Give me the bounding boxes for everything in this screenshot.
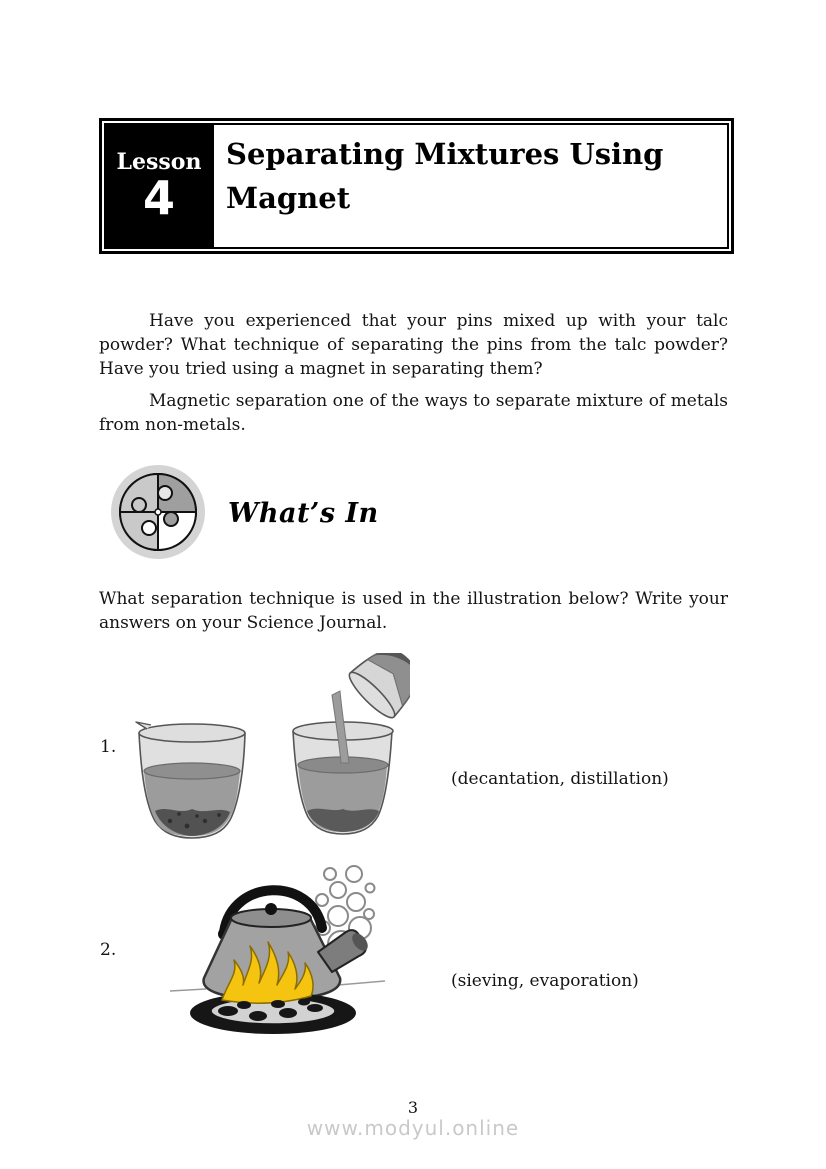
watermark: www.modyul.online <box>306 1116 520 1140</box>
lesson-title: Separating Mixtures Using Magnet <box>212 125 727 247</box>
item-1-options: (decantation, distillation) <box>451 769 669 789</box>
table-line-left <box>170 989 206 991</box>
lesson-number: 4 <box>142 170 175 225</box>
lesson-label: Lesson <box>116 148 202 175</box>
beaker-with-sediment <box>136 722 245 838</box>
beakers-svg <box>135 653 410 845</box>
tilted-pouring-beaker <box>344 653 410 723</box>
kettle-evaporation-illustration <box>170 860 385 1047</box>
intro-paragraph-1: Have you experienced that your pins mixed up with your talc powder? What technique of separating the pins from the talc powder? Have you tried using a magnet in separating them? <box>99 311 728 379</box>
item-2-options: (sieving, evaporation) <box>451 971 639 991</box>
lid-knob <box>265 903 277 915</box>
intro-paragraph-2: Magnetic separation one of the ways to separate mixture of metals from non-metals. <box>99 391 728 435</box>
decantation-beakers-illustration <box>135 653 410 845</box>
whats-in-question: What separation technique is used in the illustration below? Write your answers on your Science Journal. <box>99 589 728 633</box>
item-1-number: 1. <box>100 737 117 757</box>
puzzle-icon <box>108 462 208 562</box>
lesson-header-box <box>99 118 734 254</box>
whats-in-heading: What’s In <box>228 498 379 529</box>
lesson-header-inner <box>104 123 729 249</box>
table-line-right <box>338 981 385 985</box>
page-number: 3 <box>407 1098 419 1117</box>
kettle-svg <box>170 860 385 1047</box>
lesson-number-cell <box>106 125 212 247</box>
item-2-number: 2. <box>100 940 117 960</box>
puzzle-icon-svg <box>108 462 208 562</box>
